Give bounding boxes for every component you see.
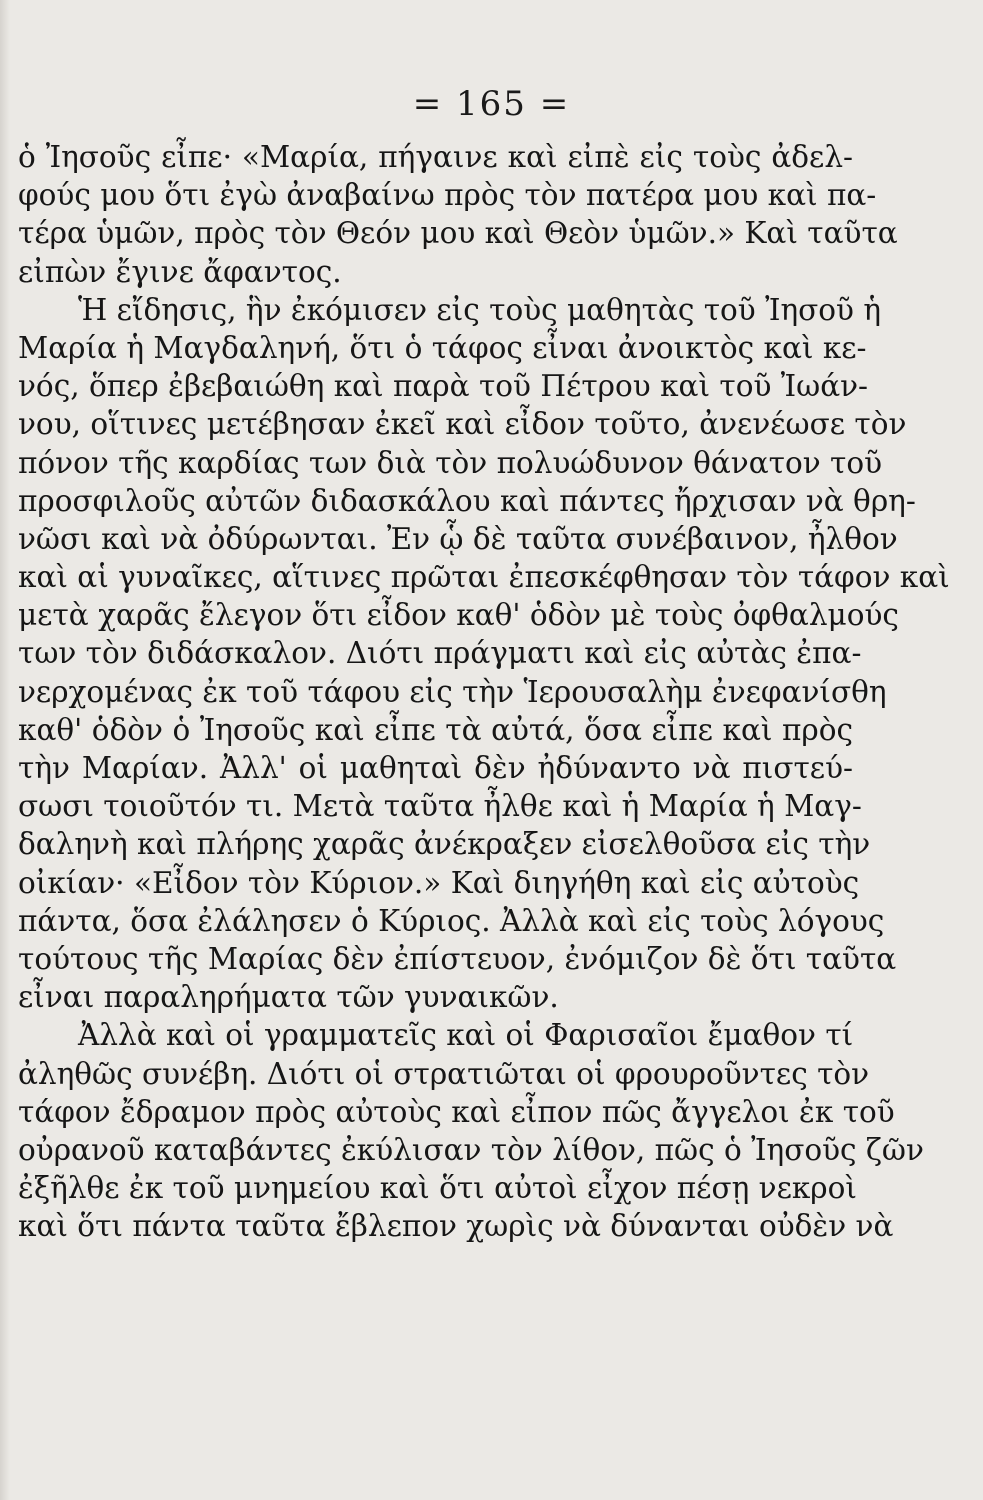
body-text (18, 138, 950, 1245)
text-line: Ἡ εἴδησις, ἣν ἐκόμισεν εἰς τοὺς μαθητὰς τοῦ Ἰησοῦ ἡ (78, 292, 882, 327)
text-line: εἶναι παραληρήματα τῶν γυναικῶν. (18, 980, 559, 1015)
text-line: φούς μου ὅτι ἐγὼ ἀναβαίνω πρὸς τὸν πατέρα μου καὶ πα- (18, 178, 877, 213)
text-line: δαληνὴ καὶ πλήρης χαρᾶς ἀνέκραξεν εἰσελθοῦσα εἰς τὴν (18, 827, 871, 862)
text-line: νερχομένας ἐκ τοῦ τάφου εἰς τὴν Ἱερουσαλὴμ ἐνεφανίσθη (18, 674, 887, 709)
text-line: καὶ αἱ γυναῖκες, αἵτινες πρῶται ἐπεσκέφθησαν τὸν τάφον καὶ (18, 560, 950, 595)
text-line: προσφιλοῦς αὐτῶν διδασκάλου καὶ πάντες ἤρχισαν νὰ θρη- (18, 483, 916, 518)
text-line: Ἀλλὰ καὶ οἱ γραμματεῖς καὶ οἱ Φαρισαῖοι ἔμαθον τί (78, 1018, 854, 1053)
text-line: πόνον τῆς καρδίας των διὰ τὸν πολυώδυνον θάνατον τοῦ (18, 445, 883, 480)
text-line: νός, ὅπερ ἐβεβαιώθη καὶ παρὰ τοῦ Πέτρου καὶ τοῦ Ἰωάν- (18, 369, 869, 404)
text-line: τέρα ὑμῶν, πρὸς τὸν Θεόν μου καὶ Θεὸν ὑμῶν.» Καὶ ταῦτα (18, 216, 898, 251)
text-line: τὴν Μαρίαν. Ἀλλ' οἱ μαθηταὶ δὲν ἠδύναντο νὰ πιστεύ- (18, 751, 853, 785)
text-line: σωσι τοιοῦτόν τι. Μετὰ ταῦτα ἦλθε καὶ ἡ Μαρία ἡ Μαγ- (18, 789, 862, 824)
text-line: των τὸν διδάσκαλον. Διότι πράγματι καὶ εἰς αὐτὰς ἐπα- (18, 636, 862, 671)
text-line: οὐρανοῦ καταβάντες ἐκύλισαν τὸν λίθον, πῶς ὁ Ἰησοῦς ζῶν (18, 1132, 924, 1167)
text-line: ἐξῆλθε ἐκ τοῦ μνημείου καὶ ὅτι αὐτοὶ εἶχον πέσῃ νεκροὶ (18, 1171, 857, 1206)
text-line: Μαρία ἡ Μαγδαληνή, ὅτι ὁ τάφος εἶναι ἀνοικτὸς καὶ κε- (18, 330, 867, 365)
text-line: νῶσι καὶ νὰ ὀδύρωνται. Ἐν ᾧ δὲ ταῦτα συνέβαινον, ἦλθον (18, 521, 898, 556)
text-line: πάντα, ὅσα ἐλάλησεν ὁ Κύριος. Ἀλλὰ καὶ εἰς τοὺς λόγους (18, 903, 885, 938)
text-line: ὁ Ἰησοῦς εἶπε· «Μαρία, πήγαινε καὶ εἰπὲ εἰς τοὺς ἀδελ- (18, 140, 853, 174)
text-line: τούτους τῆς Μαρίας δὲν ἐπίστευον, ἐνόμιζον δὲ ὅτι ταῦτα (18, 941, 897, 976)
page-gutter-shadow (0, 0, 10, 1500)
text-line: νου, οἵτινες μετέβησαν ἐκεῖ καὶ εἶδον τοῦτο, ἀνενέωσε τὸν (18, 407, 907, 442)
text-line: τάφον ἔδραμον πρὸς αὐτοὺς καὶ εἶπον πῶς ἄγγελοι ἐκ τοῦ (18, 1094, 895, 1129)
text-line: καὶ ὅτι πάντα ταῦτα ἔβλεπον χωρὶς νὰ δύνανται οὐδὲν νὰ (18, 1209, 894, 1244)
text-line: καθ' ὁδὸν ὁ Ἰησοῦς καὶ εἶπε τὰ αὐτά, ὅσα εἶπε καὶ πρὸς (18, 712, 853, 747)
text-line: εἰπὼν ἔγινε ἄφαντος. (18, 254, 342, 289)
text-line: οἰκίαν· «Εἶδον τὸν Κύριον.» Καὶ διηγήθη καὶ εἰς αὐτοὺς (18, 865, 860, 900)
text-line: ἀληθῶς συνέβη. Διότι οἱ στρατιῶται οἱ φρουροῦντες τὸν (18, 1056, 870, 1091)
page-number: = 165 = (412, 84, 571, 124)
text-line: μετὰ χαρᾶς ἔλεγον ὅτι εἶδον καθ' ὁδὸν μὲ τοὺς ὀφθαλμούς (18, 598, 899, 633)
